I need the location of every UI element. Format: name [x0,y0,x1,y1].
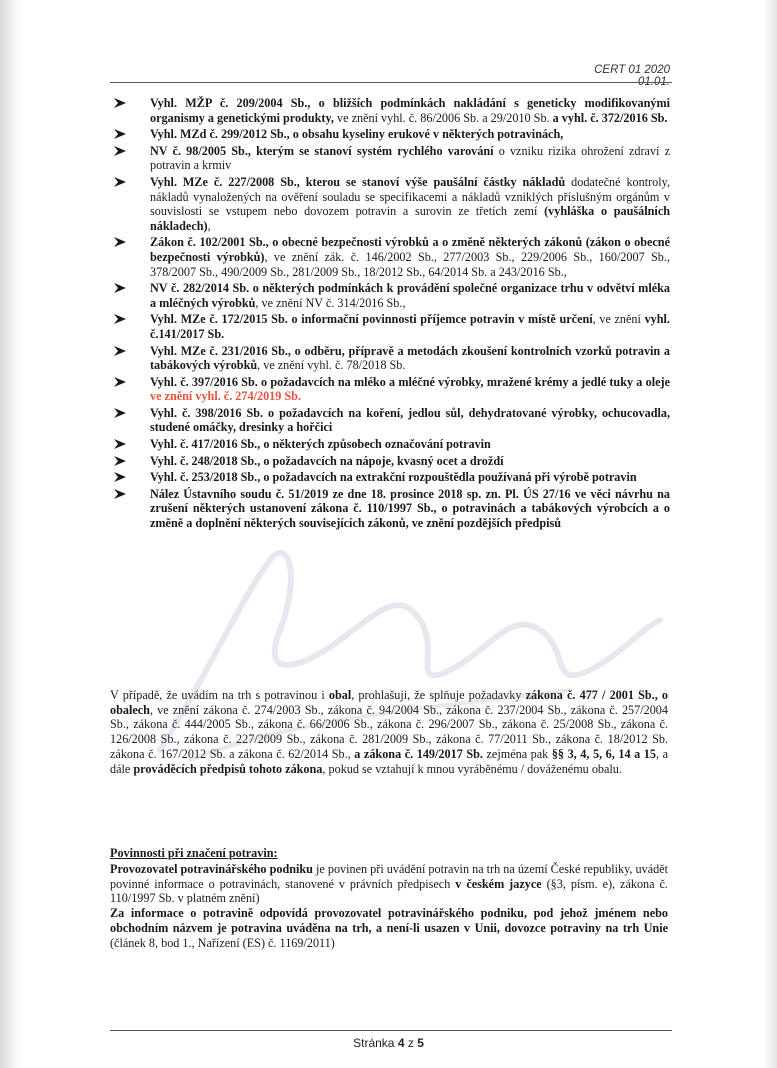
labeling-obligations [110,846,668,951]
legislation-item [110,487,670,531]
legislation-item [110,235,670,279]
labeling-paragraph-czech-language [110,862,668,906]
text-run: , pokud se vztahují k mnou vyráběnému / dováženému obalu. [322,761,622,776]
header-rule [110,82,672,83]
text-run: Vyhl. č. 253/2018 Sb., o požadavcích na extrakční rozpouštědla používaná při výrobě potravin [150,470,637,485]
text-run: Vyhl. MŽP č. 209/2004 Sb., o bližších podmínkách nakládání s geneticky modifikovanými organismy a genetickými produkty, [150,96,670,125]
packaging-declaration [110,688,668,776]
text-run: (§3, písm. e), zákona č. 110/1997 Sb. v platném znění) [110,876,668,906]
legislation-item [110,96,670,125]
text-run: ve znění vyhl. č. 86/2006 Sb. a 29/2010 Sb. [333,110,553,125]
text-run: , ve znění vyhl. č. 78/2018 Sb. [257,358,406,373]
document-code: CERT 01 2020 01.01. [594,64,670,88]
text-run: Za informace o potravině odpovídá provozovatel potravinářského podniku, pod jehož jménem nebo obchodním názvem je potravina uváděna na trh, a není-li usazen v Unii, dovozce potraviny na trh Unie [110,906,668,935]
legislation-item [110,454,670,469]
footer-rule [110,1030,672,1031]
text-run: , a dále [110,746,668,776]
legislation-item [110,144,670,173]
text-run: Provozovatel potravinářského podniku [110,861,313,876]
text-run: Vyhl. MZd č. 299/2012 Sb., o obsahu kyseliny erukové v některých potravinách, [150,127,564,142]
legislation-item [110,375,670,404]
text-run: ve znění vyhl. č. 274/2019 Sb. [150,389,301,404]
legislation-item [110,175,670,233]
text-run: , ve znění zák. č. 146/2002 Sb., 277/2003 Sb., 229/2006 Sb., 160/2007 Sb., 378/2007 Sb., 490/2009 Sb., 281/2009 Sb., 18/2012 Sb., 64/2014 Sb. a 243/2016 Sb., [150,249,670,279]
labeling-title: Povinnosti při značení potravin: [110,846,278,860]
arrow-bullet-icon [113,471,127,483]
arrow-bullet-icon [113,345,127,357]
text-run: , ve znění zákona č. 274/2003 Sb., zákona č. 94/2004 Sb., zákona č. 237/2004 Sb., zákona č. 257/2004 Sb., zákona č. 444/2005 Sb., zákona č. 66/2006 Sb., zákona č. 296/2007 Sb., zákona č. 25/2008 Sb., zákona č. 126/2008 Sb., zákona č. 227/2009 Sb., zákona č. 281/2009 Sb., zákona č. 77/2011 Sb., zákona č. 18/2012 Sb. zákona č. 167/2012 Sb. a zákona č. 62/2014 Sb., [110,702,668,761]
legislation-item [110,127,670,142]
text-run: , ve znění NV č. 314/2016 Sb., [255,295,406,310]
text-run: V případě, že uvádím na trh s potravinou i [110,688,329,702]
text-run: Vyhl. MZe č. 231/2016 Sb., o odběru, přípravě a metodách zkoušení kontrolních vzorků potravin a tabákových výrobků [150,343,670,373]
legislation-item [110,312,670,341]
page-current: 4 [397,1036,405,1050]
labeling-paragraph-responsibility [110,906,668,950]
text-run: NV č. 282/2014 Sb. o některých podmínkách k provádění společné organizace trhu v odvětví mléka a mléčných výrobků [150,281,670,310]
arrow-bullet-icon [113,236,127,248]
legislation-list-section [110,96,670,533]
text-run: , [207,218,211,233]
text-run: zákona č. 477 / 2001 Sb., o obalech [110,688,669,717]
text-run: §§ 3, 4, 5, 6, 14 a 15 [551,746,656,761]
scan-edge-right [763,0,777,1068]
text-run: dodatečné kontroly, nákladů vynaložených na ověření souladu se specifikacemi a nákladů vzniklých příslušným orgánům v souvislosti se vstupem nebo dovozem potravin a surovin ze třetích zemí [150,174,671,219]
text-run: obal [328,688,352,702]
text-run: , ve znění [592,312,645,327]
legislation-item [110,406,670,435]
arrow-bullet-icon [113,376,127,388]
text-run: vyhl. č.141/2017 Sb. [150,312,670,341]
text-run: je povinen při uvádění potravin na trh na území České republiky, uvádět povinné informace o potravinách, stanovené v právních předpisech [110,861,668,891]
page-label: Stránka [353,1036,395,1050]
text-run: Vyhl. č. 248/2018 Sb., o požadavcích na nápoje, kvasný ocet a droždí [150,453,504,468]
arrow-bullet-icon [113,97,127,109]
text-run: a zákona č. 149/2017 Sb. [354,746,483,761]
text-run: Zákon č. 102/2001 Sb., o obecné bezpečnosti výrobků a o změně některých zákonů (zákon o obecné bezpečnosti výrobků) [150,235,670,264]
arrow-bullet-icon [113,407,127,419]
text-run: Vyhl. č. 417/2016 Sb., o některých způsobech označování potravin [150,437,491,452]
text-run: Vyhl. MZe č. 227/2008 Sb., kterou se stanoví výše paušální částky nákladů [150,174,566,189]
text-run: (článek 8, bod 1., Nařízení (ES) č. 1169/2011) [110,935,335,950]
page-separator: z [407,1036,414,1050]
text-run: Vyhl. č. 397/2016 Sb. o požadavcích na mléko a mléčné výrobky, mražené krémy a jedlé tuky a oleje [150,374,670,389]
legislation-item [110,281,670,310]
arrow-bullet-icon [113,145,127,157]
text-run: (vyhláška o paušálních nákladech) [150,204,671,233]
text-run: zejména pak [482,746,552,761]
text-run: o vzniku rizika ohrožení zdraví z potravin a krmiv [150,143,670,173]
text-run: , prohlašuji, že splňuje požadavky [351,688,526,702]
arrow-bullet-icon [113,282,127,294]
arrow-bullet-icon [113,176,127,188]
text-run: v českém jazyce [455,876,542,891]
arrow-bullet-icon [113,488,127,500]
scan-edge-left [0,0,22,1068]
page-number [0,1036,777,1050]
arrow-bullet-icon [113,455,127,467]
text-run: NV č. 98/2005 Sb., kterým se stanoví systém rychlého varování [150,143,494,158]
legislation-item [110,344,670,373]
arrow-bullet-icon [113,128,127,140]
arrow-bullet-icon [113,313,127,325]
text-run: prováděcích předpisů tohoto zákona [133,761,323,776]
legislation-item [110,437,670,452]
text-run: a vyhl. č. 372/2016 Sb. [552,110,668,125]
legislation-item [110,470,670,485]
text-run: Vyhl. č. 398/2016 Sb. o požadavcích na koření, jedlou sůl, dehydratované výrobky, ochucovadla, studené omáčky, dresinky a hořčici [150,405,670,435]
text-run: Vyhl. MZe č. 172/2015 Sb. o informační povinnosti příjemce potravin v místě určení [150,312,593,327]
legislation-list [110,96,670,531]
arrow-bullet-icon [113,438,127,450]
page-total: 5 [417,1036,424,1050]
text-run: Nález Ústavního soudu č. 51/2019 ze dne 18. prosince 2018 sp. zn. Pl. ÚS 27/16 ve věci návrhu na zrušení některých ustanovení zákona č. 110/1997 Sb., o potravinách a tabákových výrobcích a o změně a doplnění některých souvisejících zákonů, ve znění pozdějších předpisů [150,486,670,531]
